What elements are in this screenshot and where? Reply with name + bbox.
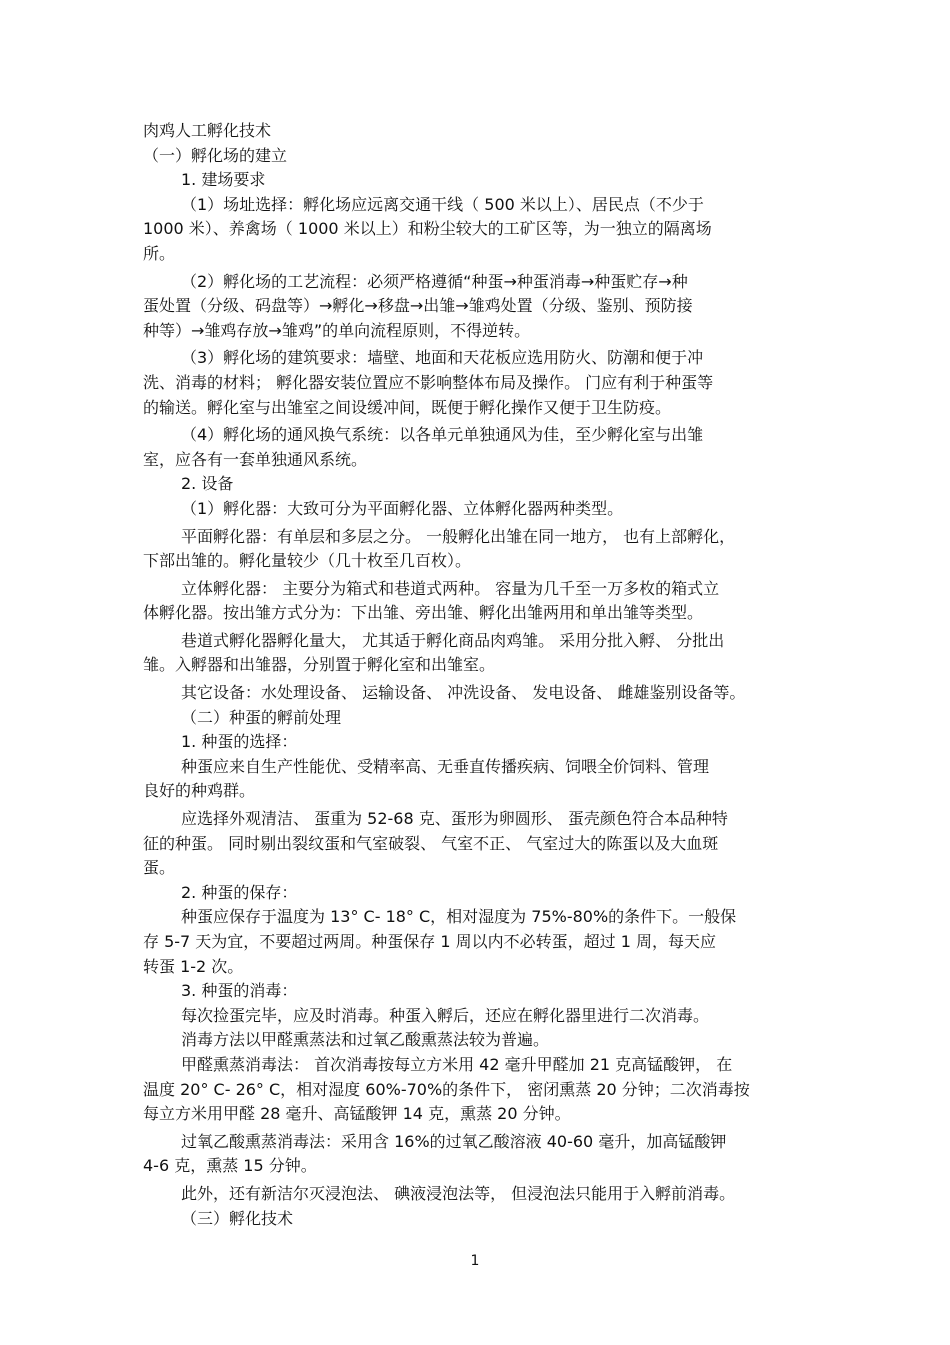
text-line: 其它设备：水处理设备、 运输设备、 冲洗设备、 发电设备、 雌雄鉴别设备等。	[181, 683, 746, 703]
text-line: 良好的种鸡群。	[143, 781, 256, 801]
text-line: （一）孵化场的建立	[143, 145, 288, 165]
text-line: 1. 种蛋的选择：	[181, 732, 298, 752]
document-body	[143, 119, 808, 1231]
text-line: 洗、消毒的材料； 孵化器安装位置应不影响整体布局及操作。 门应有利于种蛋等	[143, 372, 714, 392]
text-line: 的输送。孵化室与出雏室之间设缓冲间，既便于孵化操作又便于卫生防疫。	[143, 397, 672, 417]
text-line: 温度 20° C- 26° C，相对湿度 60%-70%的条件下， 密闭熏蒸 20 分钟；二次消毒按	[143, 1079, 750, 1099]
text-line: 消毒方法以甲醛熏蒸法和过氧乙酸熏蒸法较为普遍。	[181, 1030, 550, 1050]
text-line: 种蛋应保存于温度为 13° C- 18° C，相对湿度为 75%-80%的条件下。一般保	[181, 907, 737, 927]
text-line: 应选择外观清洁、 蛋重为 52-68 克、蛋形为卵圆形、 蛋壳颜色符合本品种特	[181, 809, 728, 829]
text-line: 存 5-7 天为宜，不要超过两周。种蛋保存 1 周以内不必转蛋，超过 1 周，每天应	[143, 932, 717, 951]
text-line: 征的种蛋。 同时剔出裂纹蛋和气室破裂、 气室不正、 气室过大的陈蛋以及大血斑	[143, 833, 719, 853]
text-line: 雏。入孵器和出雏器，分别置于孵化室和出雏室。	[143, 655, 496, 675]
text-line: 室，应各有一套单独通风系统。	[143, 449, 368, 469]
text-line: （1）孵化器：大致可分为平面孵化器、立体孵化器两种类型。	[181, 498, 624, 518]
text-line: 蛋处置（分级、码盘等）→孵化→移盘→出雏→雏鸡处置（分级、鉴别、预防接	[143, 296, 693, 316]
text-line: 巷道式孵化器孵化量大， 尤其适于孵化商品肉鸡雏。 采用分批入孵、 分批出	[181, 630, 725, 650]
text-line: 4-6 克，熏蒸 15 分钟。	[143, 1156, 317, 1176]
text-line: 1. 建场要求	[181, 170, 266, 190]
text-line: 种等）→雏鸡存放→雏鸡”的单向流程原则，不得逆转。	[143, 320, 531, 340]
text-line: 转蛋 1-2 次。	[143, 956, 244, 976]
text-line: （1）场址选择：孵化场应远离交通干线（ 500 米以上）、居民点（不少于	[181, 194, 704, 214]
text-line: 立体孵化器： 主要分为箱式和巷道式两种。 容量为几千至一万多枚的箱式立	[181, 578, 720, 598]
text-line: 过氧乙酸熏蒸消毒法：采用含 16%的过氧乙酸溶液 40-60 毫升，加高锰酸钾	[181, 1131, 727, 1151]
page-number: 1	[470, 1253, 480, 1269]
text-line: 此外，还有新洁尔灭浸泡法、 碘液浸泡法等， 但浸泡法只能用于入孵前消毒。	[181, 1183, 736, 1203]
text-line: 2. 种蛋的保存：	[181, 882, 298, 902]
text-line: 每立方米用甲醛 28 毫升、高锰酸钾 14 克，熏蒸 20 分钟。	[143, 1104, 571, 1124]
text-line: 每次捡蛋完毕，应及时消毒。种蛋入孵后，还应在孵化器里进行二次消毒。	[181, 1005, 710, 1025]
text-line: （二）种蛋的孵前处理	[181, 707, 342, 727]
text-line: 体孵化器。按出雏方式分为：下出雏、旁出雏、孵化出雏两用和单出雏等类型。	[143, 603, 704, 623]
text-line: 蛋。	[143, 858, 176, 878]
text-line: （3）孵化场的建筑要求：墙壁、地面和天花板应选用防火、防潮和便于冲	[181, 348, 704, 368]
text-line: 甲醛熏蒸消毒法： 首次消毒按每立方米用 42 毫升甲醛加 21 克高锰酸钾， 在	[181, 1054, 733, 1074]
text-line: 3. 种蛋的消毒：	[181, 981, 298, 1001]
text-line: （4）孵化场的通风换气系统：以各单元单独通风为佳，至少孵化室与出雏	[181, 425, 704, 445]
text-line: 平面孵化器：有单层和多层之分。 一般孵化出雏在同一地方， 也有上部孵化，	[181, 526, 736, 546]
text-line: （2）孵化场的工艺流程：必须严格遵循“种蛋→种蛋消毒→种蛋贮存→种	[181, 271, 688, 291]
text-line: 下部出雏的。孵化量较少（几十枚至几百枚）。	[143, 551, 472, 571]
text-line: 1000 米）、养禽场（ 1000 米以上）和粉尘较大的工矿区等，为一独立的隔离场	[143, 219, 712, 239]
text-line: （三）孵化技术	[181, 1208, 294, 1228]
text-line: 所。	[143, 243, 176, 263]
document-title: 肉鸡人工孵化技术	[143, 121, 272, 140]
text-line: 2. 设备	[181, 474, 234, 494]
text-line: 种蛋应来自生产性能优、受精率高、无垂直传播疾病、饲喂全价饲料、管理	[181, 756, 710, 776]
